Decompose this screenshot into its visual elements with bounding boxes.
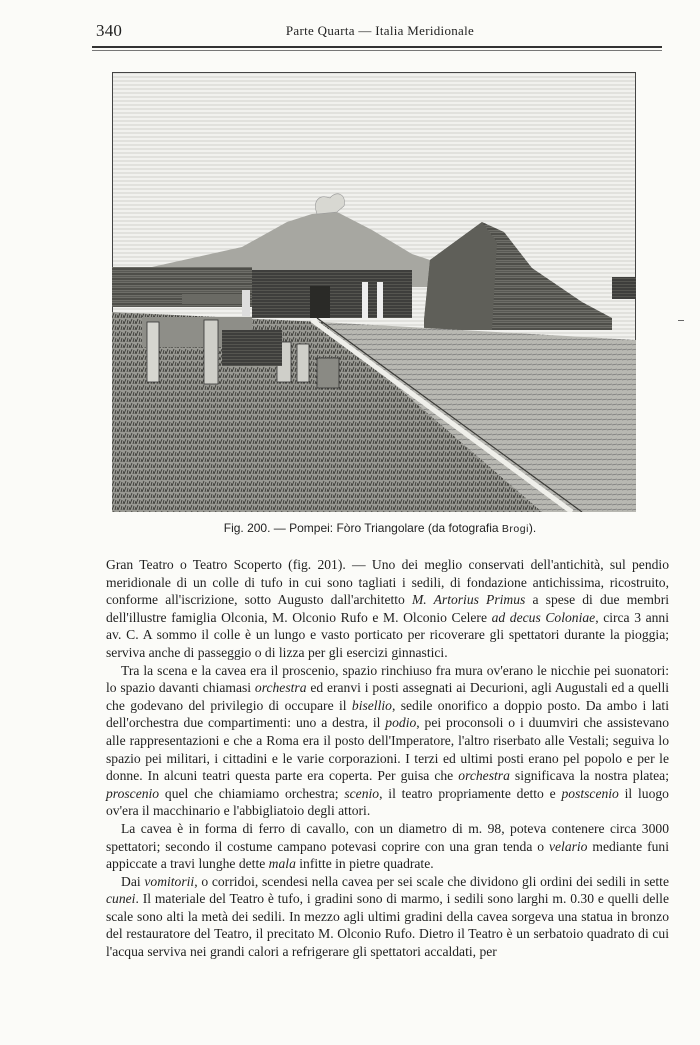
- page-number: 340: [96, 21, 123, 40]
- italic-run: velario: [548, 838, 588, 854]
- italic-run: podio: [385, 715, 417, 731]
- caption-end: ).: [528, 521, 537, 535]
- text-run: , il teatro propriamente detto e: [379, 785, 562, 801]
- italic-run: ad decus Coloniae: [491, 609, 596, 625]
- text-run: Dai: [121, 873, 145, 889]
- paragraph-cavea: [106, 820, 669, 873]
- paragraph-vomitorii: [106, 873, 669, 961]
- italic-run: orchestra: [254, 680, 307, 696]
- italic-run: postscenio: [561, 785, 619, 801]
- paragraph-gran-teatro: [106, 556, 669, 662]
- text-run: ed eranvi i posti assegnati ai Decurioni, agli Augustali ed a quelli che godevano del privilegio di occupare il: [106, 680, 669, 713]
- text-run: mediante funi appiccate a travi lunghe dette: [106, 838, 669, 872]
- italic-run: cunei: [106, 891, 136, 907]
- paragraph-scena-cavea: [106, 662, 669, 820]
- italic-run: M. Artorius Primus: [411, 592, 526, 608]
- text-run: a spese di due membri dell'illustre famiglia Olconia, M. Olconio Rufo e M. Olconio Celere: [106, 592, 670, 625]
- engraving-illustration: [112, 72, 636, 512]
- text-run: . Il materiale del Teatro è tufo, i gradini sono di marmo, i sedili sono larghi m. 0.30 e quelli delle scale sono alti la metà dei sedili. In mezzo agli ultimi gradini della cavea sorgeva una statua in bronzo del restauratore del Teatro, il precitato M. Olconio Rufo. Dietro il Teatro è un serbatoio quadrato di cui l'acqua serviva nei grandi calori a refrigerare gli spettatori accaldati, per: [106, 891, 669, 960]
- italic-run: mala: [268, 856, 296, 872]
- text-run: Tra la scena e la cavea era il proscenio, spazio rinchiuso fra mura ov'erano le nicchie pei suonatori: lo spazio davanti chiamasi: [106, 662, 669, 696]
- text-run: , pei proconsoli o i duumviri che assistevano alle rappresentazioni e che a Roma era il posto dell'Imperatore, l'altro riserbato alle Vestali; seguiva lo spazio pei militari, i cittadini e le varie corporazioni. I terzi ed ultimi posti erano pel popolo e per le donne. In alcuni teatri questa parte era coperta. Per guisa che: [106, 715, 669, 784]
- body-text: [106, 556, 669, 961]
- header-rule: [92, 46, 662, 48]
- figure-engraving: [112, 72, 636, 512]
- italic-run: scenio: [344, 785, 380, 801]
- text-run: , circa 3 anni av. C. A sommo il colle è un lungo e vasto porticato per ricoverare gli spettatori durante la pioggia; serviva anche di passeggio o di lizza per gli esercizi ginnastici.: [106, 609, 669, 660]
- text-run: (fig. 201). — Uno dei meglio conservati dell'antichità, sul pendio meridionale di un colle di tufo in cui sono tagliati i sedili, di fondazione antichissima, ricostruito, conforme all'iscrizione, sotto Augusto dall'architetto: [106, 557, 669, 608]
- figure-caption: [0, 521, 700, 535]
- text-run: quel che chiamiamo orchestra;: [159, 785, 345, 801]
- text-run: significava la nostra platea;: [509, 768, 669, 784]
- text-run: La cavea è in forma di ferro di cavallo, con un diametro di m. 98, poteva contenere circa 3000 spettatori; secondo il costume campano potevasi coprire con una gran tenda o: [106, 820, 669, 854]
- paragraph-lead: Gran Teatro o Teatro Scoperto: [106, 557, 282, 572]
- header-rule-thin: [92, 50, 662, 51]
- italic-run: bisellio: [351, 697, 392, 713]
- running-head: Parte Quarta — Italia Meridionale: [285, 23, 475, 38]
- text-run: infitte in pietre quadrate.: [295, 856, 434, 872]
- margin-mark: [678, 320, 684, 321]
- text-run: , o corridoi, scendesi nella cavea per sei scale che dividono gli ordini dei sedili in sette: [194, 873, 669, 889]
- italic-run: vomitorii: [144, 873, 195, 889]
- italic-run: proscenio: [106, 785, 160, 801]
- text-run: il luogo ov'era il macchinario e l'abbigliatoio degli attori.: [106, 785, 669, 819]
- caption-text: Fig. 200. — Pompei: Fòro Triangolare (da fotografia: [223, 521, 502, 535]
- text-run: , sedile onorifico a doppio posto. Da ambo i lati dell'orchestra due compartimenti: uno a destra, il: [106, 697, 669, 731]
- italic-run: orchestra: [458, 768, 510, 784]
- caption-photographer: Brogi: [501, 523, 529, 535]
